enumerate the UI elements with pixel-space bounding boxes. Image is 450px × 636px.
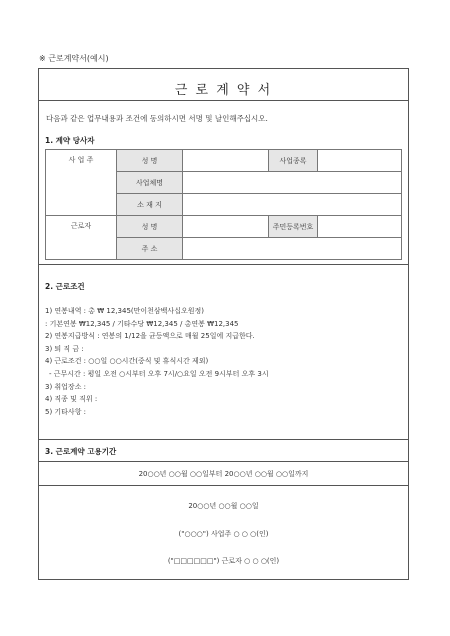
condition-line: 1) 연봉내역 : 총 ₩ 12,345(만이천삼백사십오원정): [45, 307, 204, 315]
worker-label: 근로자: [46, 216, 117, 260]
condition-line: 4) 근로조건 : ○○일 ○○시간(중식 및 휴식시간 제외): [45, 357, 209, 366]
document-caption: ※ 근로계약서(예시): [39, 54, 109, 63]
employment-period: 20○○년 ○○월 ○○일부터 20○○년 ○○월 ○○일까지: [138, 470, 309, 478]
condition-line: : 기본연봉 ₩12,345 / 기타수당 ₩12,345 / 총연봉 ₩12,345: [45, 319, 239, 328]
section1-divider: [39, 264, 408, 265]
worker-name-label: 성 명: [117, 216, 183, 238]
document-title: 근 로 계 약 서: [174, 83, 273, 98]
biz-number-field[interactable]: [318, 150, 402, 172]
condition-line: 3) 취업장소 :: [45, 382, 87, 391]
condition-line: 5) 기타사항 :: [45, 407, 87, 416]
biz-name-field[interactable]: [183, 172, 402, 194]
employer-name-field[interactable]: [183, 150, 269, 172]
intro-text: 다음과 같은 업무내용과 조건에 동의하시면 서명 및 날인해주십시오.: [46, 114, 268, 123]
section1-heading: 1. 계약 당사자: [45, 136, 95, 145]
condition-line: 3) 퇴 직 금 :: [45, 344, 84, 353]
address-label: 소 재 지: [117, 194, 183, 216]
worker-address-field[interactable]: [183, 238, 402, 260]
contract-sheet: [38, 68, 409, 580]
employer-name-label: 성 명: [117, 150, 183, 172]
employer-label: 사 업 주: [46, 150, 117, 216]
party-table: [45, 149, 402, 260]
conditions-list: [45, 305, 269, 418]
resident-number-label: 주민등록번호: [269, 216, 318, 238]
title-divider: [39, 100, 408, 101]
section2-heading: 2. 근로조건: [45, 282, 85, 291]
signature-date: 20○○년 ○○월 ○○일: [188, 502, 259, 510]
biz-number-label: 사업종록: [269, 150, 318, 172]
worker-address-label: 주 소: [117, 238, 183, 260]
period-divider: [39, 485, 408, 486]
condition-line: - 근무시간 : 평일 오전 ○시부터 오후 7시/○요일 오전 9시부터 오후 3시: [49, 369, 269, 378]
condition-line: 2) 연봉지급방식 : 연봉의 1/12을 균등액으로 매월 25일에 지급한다.: [45, 332, 255, 341]
section3-heading-divider: [39, 461, 408, 462]
condition-line: 4) 직종 및 직위 :: [45, 395, 98, 404]
worker-signature: ("□□□□□□") 근로자 ○ ○ ○(인): [167, 557, 280, 565]
section3-heading: 3. 근로계약 고용기간: [45, 447, 117, 456]
resident-number-field[interactable]: [318, 216, 402, 238]
section2-divider: [39, 439, 408, 440]
worker-name-field[interactable]: [183, 216, 269, 238]
address-field[interactable]: [183, 194, 402, 216]
employer-signature: ("○○○") 사업주 ○ ○ ○(인): [178, 530, 269, 538]
biz-name-label: 사업체명: [117, 172, 183, 194]
